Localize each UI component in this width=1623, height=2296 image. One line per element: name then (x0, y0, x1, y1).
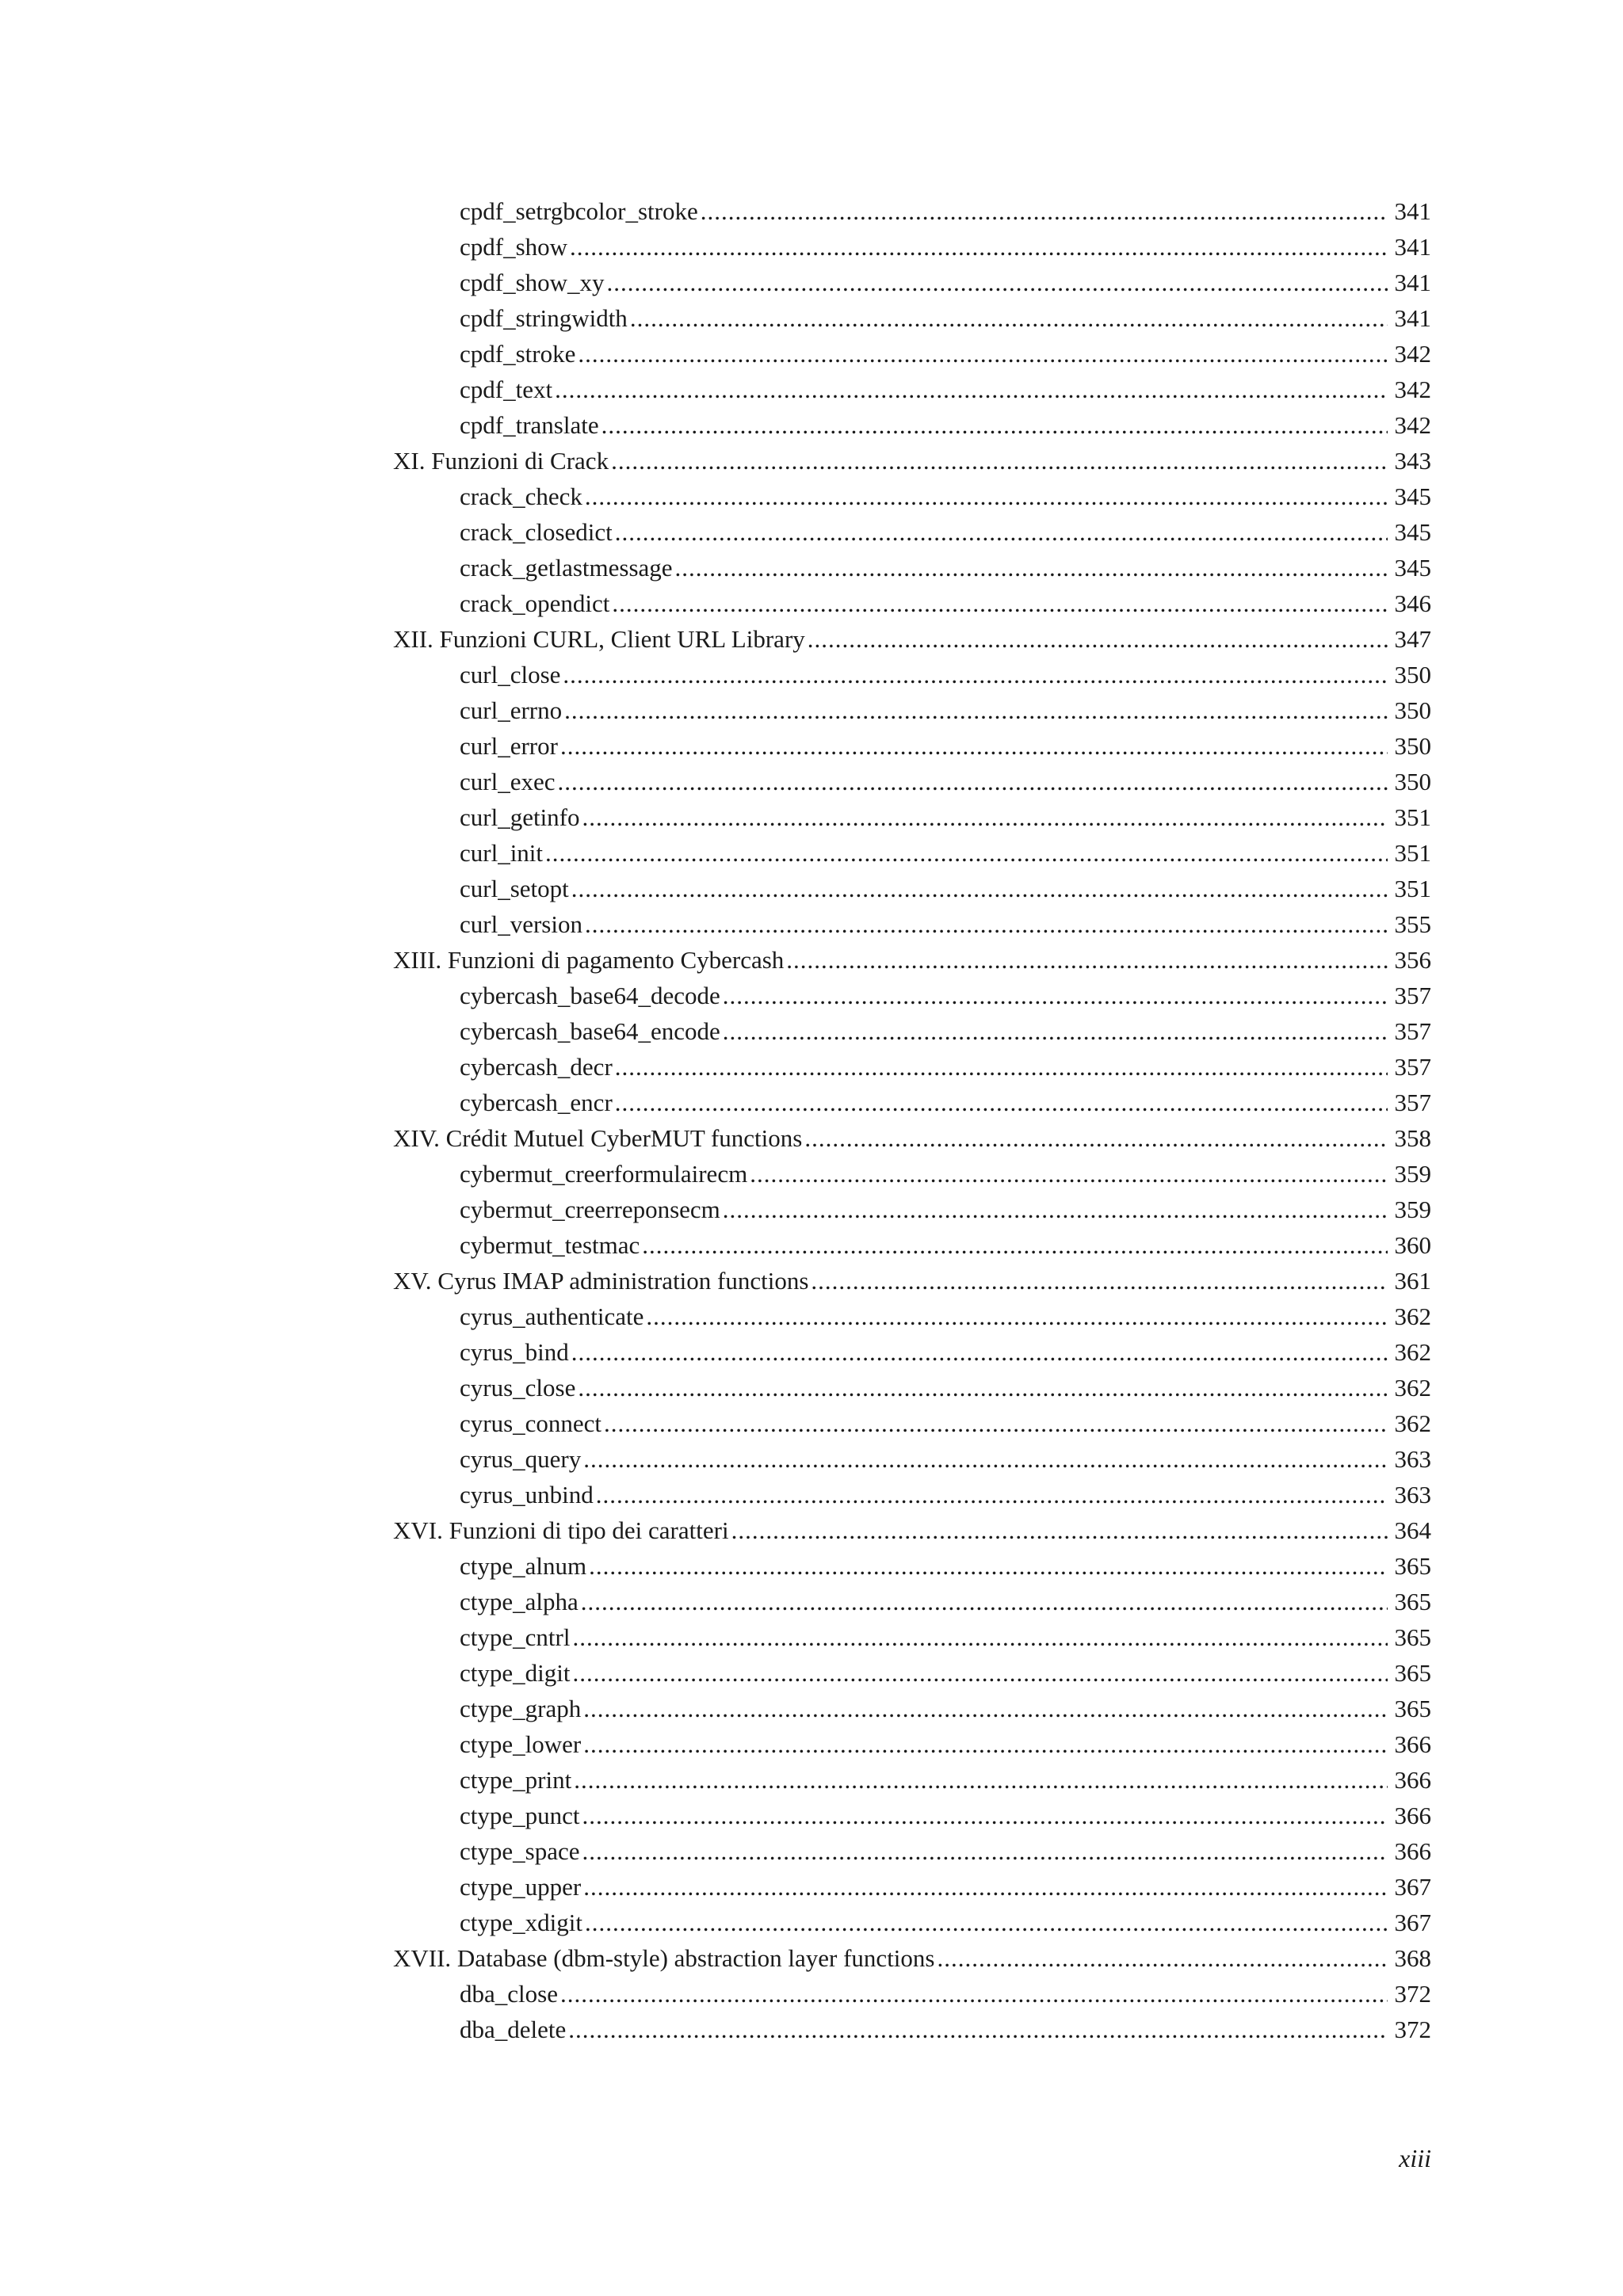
dot-leader (723, 978, 1388, 1013)
toc-function-entry (393, 728, 1431, 764)
toc-chapter-entry (393, 1940, 1431, 1976)
toc-function-entry (393, 764, 1431, 799)
toc-entry-page-number: 341 (1394, 197, 1431, 225)
dot-leader (574, 1762, 1388, 1798)
toc-function-entry (393, 978, 1431, 1013)
dot-leader (808, 621, 1388, 657)
toc-entry-page-number: 350 (1394, 661, 1431, 688)
toc-entry-page-number: 366 (1394, 1730, 1431, 1758)
toc-function-entry (393, 1691, 1431, 1726)
toc-entry-title: ctype_digit (460, 1659, 571, 1687)
toc-entry-title: cyrus_query (460, 1445, 582, 1473)
toc-entry-title: curl_setopt (460, 875, 569, 902)
toc-function-entry (393, 1441, 1431, 1477)
toc-entry-title: ctype_print (460, 1766, 572, 1794)
toc-entry-title: curl_init (460, 839, 544, 867)
toc-entry-page-number: 351 (1394, 875, 1431, 902)
dot-leader (583, 1726, 1388, 1762)
toc-entry-title: dba_close (460, 1980, 558, 2008)
dot-leader (723, 1192, 1388, 1227)
toc-entry-page-number: 355 (1394, 910, 1431, 938)
dot-leader (571, 871, 1388, 906)
dot-leader (731, 1512, 1388, 1548)
toc-entry-page-number: 341 (1394, 233, 1431, 261)
toc-entry-page-number: 350 (1394, 732, 1431, 760)
toc-entry-title: curl_getinfo (460, 803, 580, 831)
page-number: xiii (1399, 2144, 1431, 2172)
dot-leader (615, 1049, 1388, 1085)
toc-function-entry (393, 1584, 1431, 1619)
dot-leader (585, 479, 1388, 514)
toc-entry-title: curl_error (460, 732, 558, 760)
dot-leader (937, 1940, 1388, 1976)
toc-function-entry (393, 1798, 1431, 1833)
dot-leader (557, 764, 1388, 799)
toc-entry-title: XVI. Funzioni di tipo dei caratteri (393, 1516, 729, 1544)
toc-entry-page-number: 345 (1394, 554, 1431, 582)
toc-entry-title: cybermut_creerformulairecm (460, 1160, 748, 1188)
dot-leader (583, 1441, 1388, 1477)
dot-leader (572, 1619, 1388, 1655)
toc-function-entry (393, 1976, 1431, 2012)
toc-function-entry (393, 585, 1431, 621)
toc-entry-title: curl_errno (460, 696, 563, 724)
toc-entry-page-number: 365 (1394, 1552, 1431, 1580)
toc-entry-page-number: 364 (1394, 1516, 1431, 1544)
dot-leader (604, 1405, 1388, 1441)
toc-entry-title: cpdf_setrgbcolor_stroke (460, 197, 698, 225)
toc-function-entry (393, 336, 1431, 372)
toc-entry-page-number: 346 (1394, 589, 1431, 617)
toc-entry-title: cpdf_stringwidth (460, 304, 628, 332)
dot-leader (750, 1156, 1388, 1192)
dot-leader (571, 1334, 1388, 1370)
toc-entry-title: crack_getlastmessage (460, 554, 673, 582)
toc-function-entry (393, 871, 1431, 906)
dot-leader (596, 1477, 1388, 1512)
toc-function-entry (393, 193, 1431, 229)
toc-function-entry (393, 229, 1431, 265)
dot-leader (560, 1976, 1388, 2012)
toc-entry-title: cybercash_base64_encode (460, 1017, 720, 1045)
toc-entry-title: cpdf_translate (460, 411, 599, 439)
toc-entry-page-number: 357 (1394, 982, 1431, 1009)
toc-entry-page-number: 357 (1394, 1017, 1431, 1045)
toc-entry-title: crack_check (460, 482, 582, 510)
dot-leader (786, 942, 1388, 978)
toc-entry-page-number: 365 (1394, 1623, 1431, 1651)
dot-leader (564, 692, 1388, 728)
dot-leader (582, 799, 1388, 835)
toc-function-entry (393, 550, 1431, 585)
dot-leader (615, 1085, 1388, 1120)
toc-entry-title: curl_exec (460, 768, 556, 795)
toc-function-entry (393, 1619, 1431, 1655)
toc-entry-title: XIV. Crédit Mutuel CyberMUT functions (393, 1124, 803, 1152)
toc-entry-title: cpdf_show_xy (460, 269, 605, 296)
toc-function-entry (393, 1049, 1431, 1085)
toc-entry-title: cybercash_decr (460, 1053, 613, 1081)
toc-entry-title: dba_delete (460, 2016, 567, 2043)
toc-entry-title: cybermut_testmac (460, 1231, 640, 1259)
toc-entry-page-number: 363 (1394, 1445, 1431, 1473)
toc-entry-title: XIII. Funzioni di pagamento Cybercash (393, 946, 785, 974)
toc-function-entry (393, 1726, 1431, 1762)
toc-entry-page-number: 342 (1394, 411, 1431, 439)
toc-entry-page-number: 372 (1394, 2016, 1431, 2043)
toc-function-entry (393, 692, 1431, 728)
toc-entry-page-number: 361 (1394, 1267, 1431, 1295)
toc-function-entry (393, 1299, 1431, 1334)
toc-function-entry (393, 799, 1431, 835)
toc-entry-page-number: 358 (1394, 1124, 1431, 1152)
toc-function-entry (393, 1405, 1431, 1441)
toc-entry-title: cyrus_bind (460, 1338, 569, 1366)
toc-entry-title: cybercash_base64_decode (460, 982, 720, 1009)
toc-function-entry (393, 1192, 1431, 1227)
dot-leader (585, 906, 1388, 942)
toc-entry-title: ctype_punct (460, 1802, 580, 1829)
toc-entry-page-number: 342 (1394, 340, 1431, 368)
dot-leader (583, 1691, 1388, 1726)
dot-leader (581, 1584, 1388, 1619)
table-of-contents (393, 193, 1431, 2047)
toc-entry-title: cyrus_unbind (460, 1481, 594, 1508)
dot-leader (601, 407, 1388, 443)
toc-function-entry (393, 514, 1431, 550)
toc-entry-page-number: 359 (1394, 1160, 1431, 1188)
dot-leader (607, 265, 1388, 300)
toc-entry-title: curl_close (460, 661, 561, 688)
toc-entry-title: ctype_alpha (460, 1588, 579, 1615)
toc-entry-title: ctype_lower (460, 1730, 582, 1758)
dot-leader (582, 1833, 1388, 1869)
toc-entry-page-number: 365 (1394, 1695, 1431, 1722)
toc-entry-title: crack_closedict (460, 518, 613, 546)
toc-entry-page-number: 372 (1394, 1980, 1431, 2008)
toc-entry-page-number: 363 (1394, 1481, 1431, 1508)
toc-entry-page-number: 365 (1394, 1588, 1431, 1615)
toc-entry-page-number: 367 (1394, 1873, 1431, 1901)
dot-leader (578, 336, 1388, 372)
dot-leader (642, 1227, 1388, 1263)
toc-function-entry (393, 1156, 1431, 1192)
dot-leader (583, 1869, 1388, 1905)
toc-function-entry (393, 2012, 1431, 2047)
toc-function-entry (393, 1833, 1431, 1869)
toc-entry-title: curl_version (460, 910, 582, 938)
toc-entry-page-number: 362 (1394, 1338, 1431, 1366)
toc-entry-title: XII. Funzioni CURL, Client URL Library (393, 625, 805, 653)
dot-leader (560, 728, 1388, 764)
toc-function-entry (393, 1013, 1431, 1049)
toc-entry-title: ctype_xdigit (460, 1909, 582, 1936)
toc-entry-page-number: 368 (1394, 1944, 1431, 1972)
toc-function-entry (393, 1477, 1431, 1512)
toc-entry-page-number: 362 (1394, 1374, 1431, 1402)
toc-entry-title: cpdf_text (460, 376, 553, 403)
dot-leader (570, 229, 1388, 265)
dot-leader (568, 2012, 1388, 2047)
toc-entry-page-number: 360 (1394, 1231, 1431, 1259)
toc-function-entry (393, 1905, 1431, 1940)
dot-leader (611, 443, 1388, 479)
dot-leader (646, 1299, 1388, 1334)
toc-entry-page-number: 341 (1394, 269, 1431, 296)
toc-entry-title: ctype_upper (460, 1873, 582, 1901)
toc-function-entry (393, 372, 1431, 407)
toc-entry-title: ctype_space (460, 1837, 580, 1865)
toc-entry-page-number: 357 (1394, 1089, 1431, 1116)
dot-leader (563, 657, 1388, 692)
toc-function-entry (393, 1085, 1431, 1120)
toc-function-entry (393, 1370, 1431, 1405)
toc-entry-page-number: 343 (1394, 447, 1431, 475)
toc-entry-page-number: 359 (1394, 1196, 1431, 1223)
toc-entry-page-number: 345 (1394, 482, 1431, 510)
dot-leader (582, 1798, 1388, 1833)
toc-function-entry (393, 479, 1431, 514)
toc-entry-title: ctype_cntrl (460, 1623, 571, 1651)
dot-leader (578, 1370, 1388, 1405)
toc-entry-title: crack_opendict (460, 589, 610, 617)
toc-entry-page-number: 350 (1394, 768, 1431, 795)
toc-entry-page-number: 341 (1394, 304, 1431, 332)
toc-entry-page-number: 351 (1394, 803, 1431, 831)
toc-chapter-entry (393, 1512, 1431, 1548)
toc-chapter-entry (393, 942, 1431, 978)
dot-leader (545, 835, 1388, 871)
toc-function-entry (393, 835, 1431, 871)
toc-entry-page-number: 366 (1394, 1802, 1431, 1829)
dot-leader (723, 1013, 1388, 1049)
toc-entry-title: cyrus_close (460, 1374, 576, 1402)
dot-leader (804, 1120, 1388, 1156)
toc-entry-page-number: 362 (1394, 1302, 1431, 1330)
toc-entry-title: XV. Cyrus IMAP administration functions (393, 1267, 809, 1295)
toc-function-entry (393, 657, 1431, 692)
toc-function-entry (393, 407, 1431, 443)
toc-entry-title: XVII. Database (dbm-style) abstraction layer functions (393, 1944, 935, 1972)
toc-chapter-entry (393, 1263, 1431, 1299)
toc-chapter-entry (393, 1120, 1431, 1156)
toc-function-entry (393, 1334, 1431, 1370)
dot-leader (675, 550, 1388, 585)
dot-leader (612, 585, 1388, 621)
toc-entry-page-number: 365 (1394, 1659, 1431, 1687)
dot-leader (701, 193, 1388, 229)
dot-leader (572, 1655, 1388, 1691)
dot-leader (630, 300, 1388, 336)
toc-entry-page-number: 351 (1394, 839, 1431, 867)
toc-function-entry (393, 265, 1431, 300)
toc-entry-page-number: 362 (1394, 1409, 1431, 1437)
toc-entry-title: cybercash_encr (460, 1089, 613, 1116)
toc-function-entry (393, 906, 1431, 942)
toc-entry-title: cpdf_stroke (460, 340, 576, 368)
toc-chapter-entry (393, 621, 1431, 657)
toc-function-entry (393, 300, 1431, 336)
dot-leader (615, 514, 1388, 550)
toc-entry-page-number: 345 (1394, 518, 1431, 546)
dot-leader (589, 1548, 1388, 1584)
toc-entry-title: cpdf_show (460, 233, 568, 261)
toc-entry-title: ctype_alnum (460, 1552, 587, 1580)
toc-entry-page-number: 356 (1394, 946, 1431, 974)
toc-entry-title: cybermut_creerreponsecm (460, 1196, 720, 1223)
toc-entry-page-number: 366 (1394, 1766, 1431, 1794)
toc-function-entry (393, 1548, 1431, 1584)
toc-function-entry (393, 1227, 1431, 1263)
toc-entry-page-number: 366 (1394, 1837, 1431, 1865)
dot-leader (811, 1263, 1388, 1299)
toc-entry-title: ctype_graph (460, 1695, 582, 1722)
toc-function-entry (393, 1762, 1431, 1798)
toc-entry-page-number: 342 (1394, 376, 1431, 403)
toc-entry-title: cyrus_connect (460, 1409, 602, 1437)
toc-function-entry (393, 1869, 1431, 1905)
toc-chapter-entry (393, 443, 1431, 479)
toc-entry-page-number: 350 (1394, 696, 1431, 724)
toc-entry-page-number: 357 (1394, 1053, 1431, 1081)
toc-entry-page-number: 367 (1394, 1909, 1431, 1936)
dot-leader (585, 1905, 1388, 1940)
toc-entry-title: XI. Funzioni di Crack (393, 447, 609, 475)
toc-entry-page-number: 347 (1394, 625, 1431, 653)
toc-function-entry (393, 1655, 1431, 1691)
dot-leader (555, 372, 1388, 407)
toc-entry-title: cyrus_authenticate (460, 1302, 644, 1330)
